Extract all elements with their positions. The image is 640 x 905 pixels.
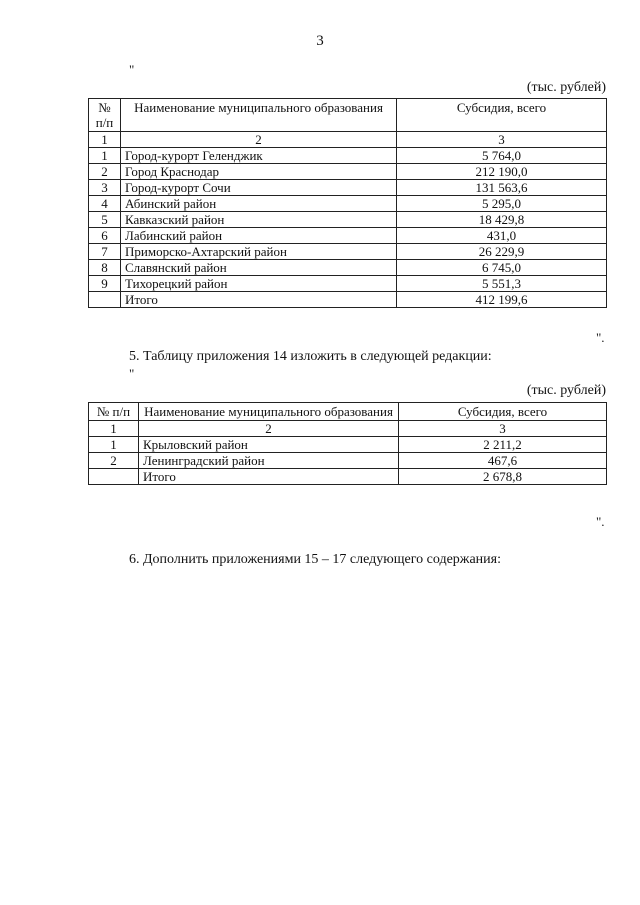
table-row: [89, 260, 607, 276]
index-cell: 3: [397, 132, 607, 148]
row-name: Лабинский район: [121, 228, 397, 244]
table-header-row: [89, 403, 607, 421]
table-row: [89, 148, 607, 164]
page-number: 3: [316, 33, 324, 49]
index-cell: 1: [89, 421, 139, 437]
quote-open-1: ": [129, 62, 135, 77]
table-total-row: [89, 469, 607, 485]
row-name: Приморско-Ахтарский район: [121, 244, 397, 260]
row-sum: 6 745,0: [397, 260, 607, 276]
paragraph-5: 5. Таблицу приложения 14 изложить в следующей редакции:: [129, 349, 492, 364]
quote-close-1: ".: [596, 330, 605, 345]
row-sum: 431,0: [397, 228, 607, 244]
total-label: Итого: [121, 292, 397, 308]
units-label-2: (тыс. рублей): [526, 383, 606, 398]
subsidy-table-1: [88, 98, 607, 308]
row-sum: 5 551,3: [397, 276, 607, 292]
table-row: [89, 453, 607, 469]
row-sum: 212 190,0: [397, 164, 607, 180]
row-name: Славянский район: [121, 260, 397, 276]
row-num: 1: [89, 148, 121, 164]
row-num: 5: [89, 212, 121, 228]
table-row: [89, 196, 607, 212]
row-num: 2: [89, 453, 139, 469]
table-row: [89, 276, 607, 292]
row-name: Город-курорт Геленджик: [121, 148, 397, 164]
row-num: 4: [89, 196, 121, 212]
table-index-row: [89, 132, 607, 148]
row-sum: 18 429,8: [397, 212, 607, 228]
table-row: [89, 180, 607, 196]
row-num: 2: [89, 164, 121, 180]
header-name: Наименование муниципального образования: [139, 403, 399, 421]
table-row: [89, 212, 607, 228]
row-name: Абинский район: [121, 196, 397, 212]
row-name: Крыловский район: [139, 437, 399, 453]
row-num: 8: [89, 260, 121, 276]
total-sum: 2 678,8: [399, 469, 607, 485]
header-sum: Субсидия, всего: [399, 403, 607, 421]
row-num: 9: [89, 276, 121, 292]
paragraph-6: 6. Дополнить приложениями 15 – 17 следующего содержания:: [129, 552, 501, 567]
row-sum: 26 229,9: [397, 244, 607, 260]
total-label: Итого: [139, 469, 399, 485]
table-header-row: [89, 99, 607, 132]
index-cell: 3: [399, 421, 607, 437]
index-cell: 2: [121, 132, 397, 148]
row-name: Город Краснодар: [121, 164, 397, 180]
index-cell: 2: [139, 421, 399, 437]
header-name: Наименование муниципального образования: [121, 99, 397, 132]
quote-close-2: ".: [596, 514, 605, 529]
table-row: [89, 244, 607, 260]
row-num: 7: [89, 244, 121, 260]
units-label-1: (тыс. рублей): [526, 80, 606, 95]
index-cell: 1: [89, 132, 121, 148]
row-name: Тихорецкий район: [121, 276, 397, 292]
row-num: 1: [89, 437, 139, 453]
table-row: [89, 437, 607, 453]
row-sum: 2 211,2: [399, 437, 607, 453]
row-sum: 131 563,6: [397, 180, 607, 196]
row-num: 6: [89, 228, 121, 244]
row-name: Город-курорт Сочи: [121, 180, 397, 196]
row-name: Кавказский район: [121, 212, 397, 228]
total-num: [89, 292, 121, 308]
header-num: № п/п: [89, 403, 139, 421]
row-num: 3: [89, 180, 121, 196]
total-sum: 412 199,6: [397, 292, 607, 308]
row-sum: 5 295,0: [397, 196, 607, 212]
header-sum: Субсидия, всего: [397, 99, 607, 132]
quote-open-2: ": [129, 366, 135, 381]
table-index-row: [89, 421, 607, 437]
row-sum: 467,6: [399, 453, 607, 469]
table-row: [89, 228, 607, 244]
row-sum: 5 764,0: [397, 148, 607, 164]
total-num: [89, 469, 139, 485]
header-num: № п/п: [89, 99, 121, 132]
table-total-row: [89, 292, 607, 308]
subsidy-table-2: [88, 402, 607, 485]
table-row: [89, 164, 607, 180]
row-name: Ленинградский район: [139, 453, 399, 469]
